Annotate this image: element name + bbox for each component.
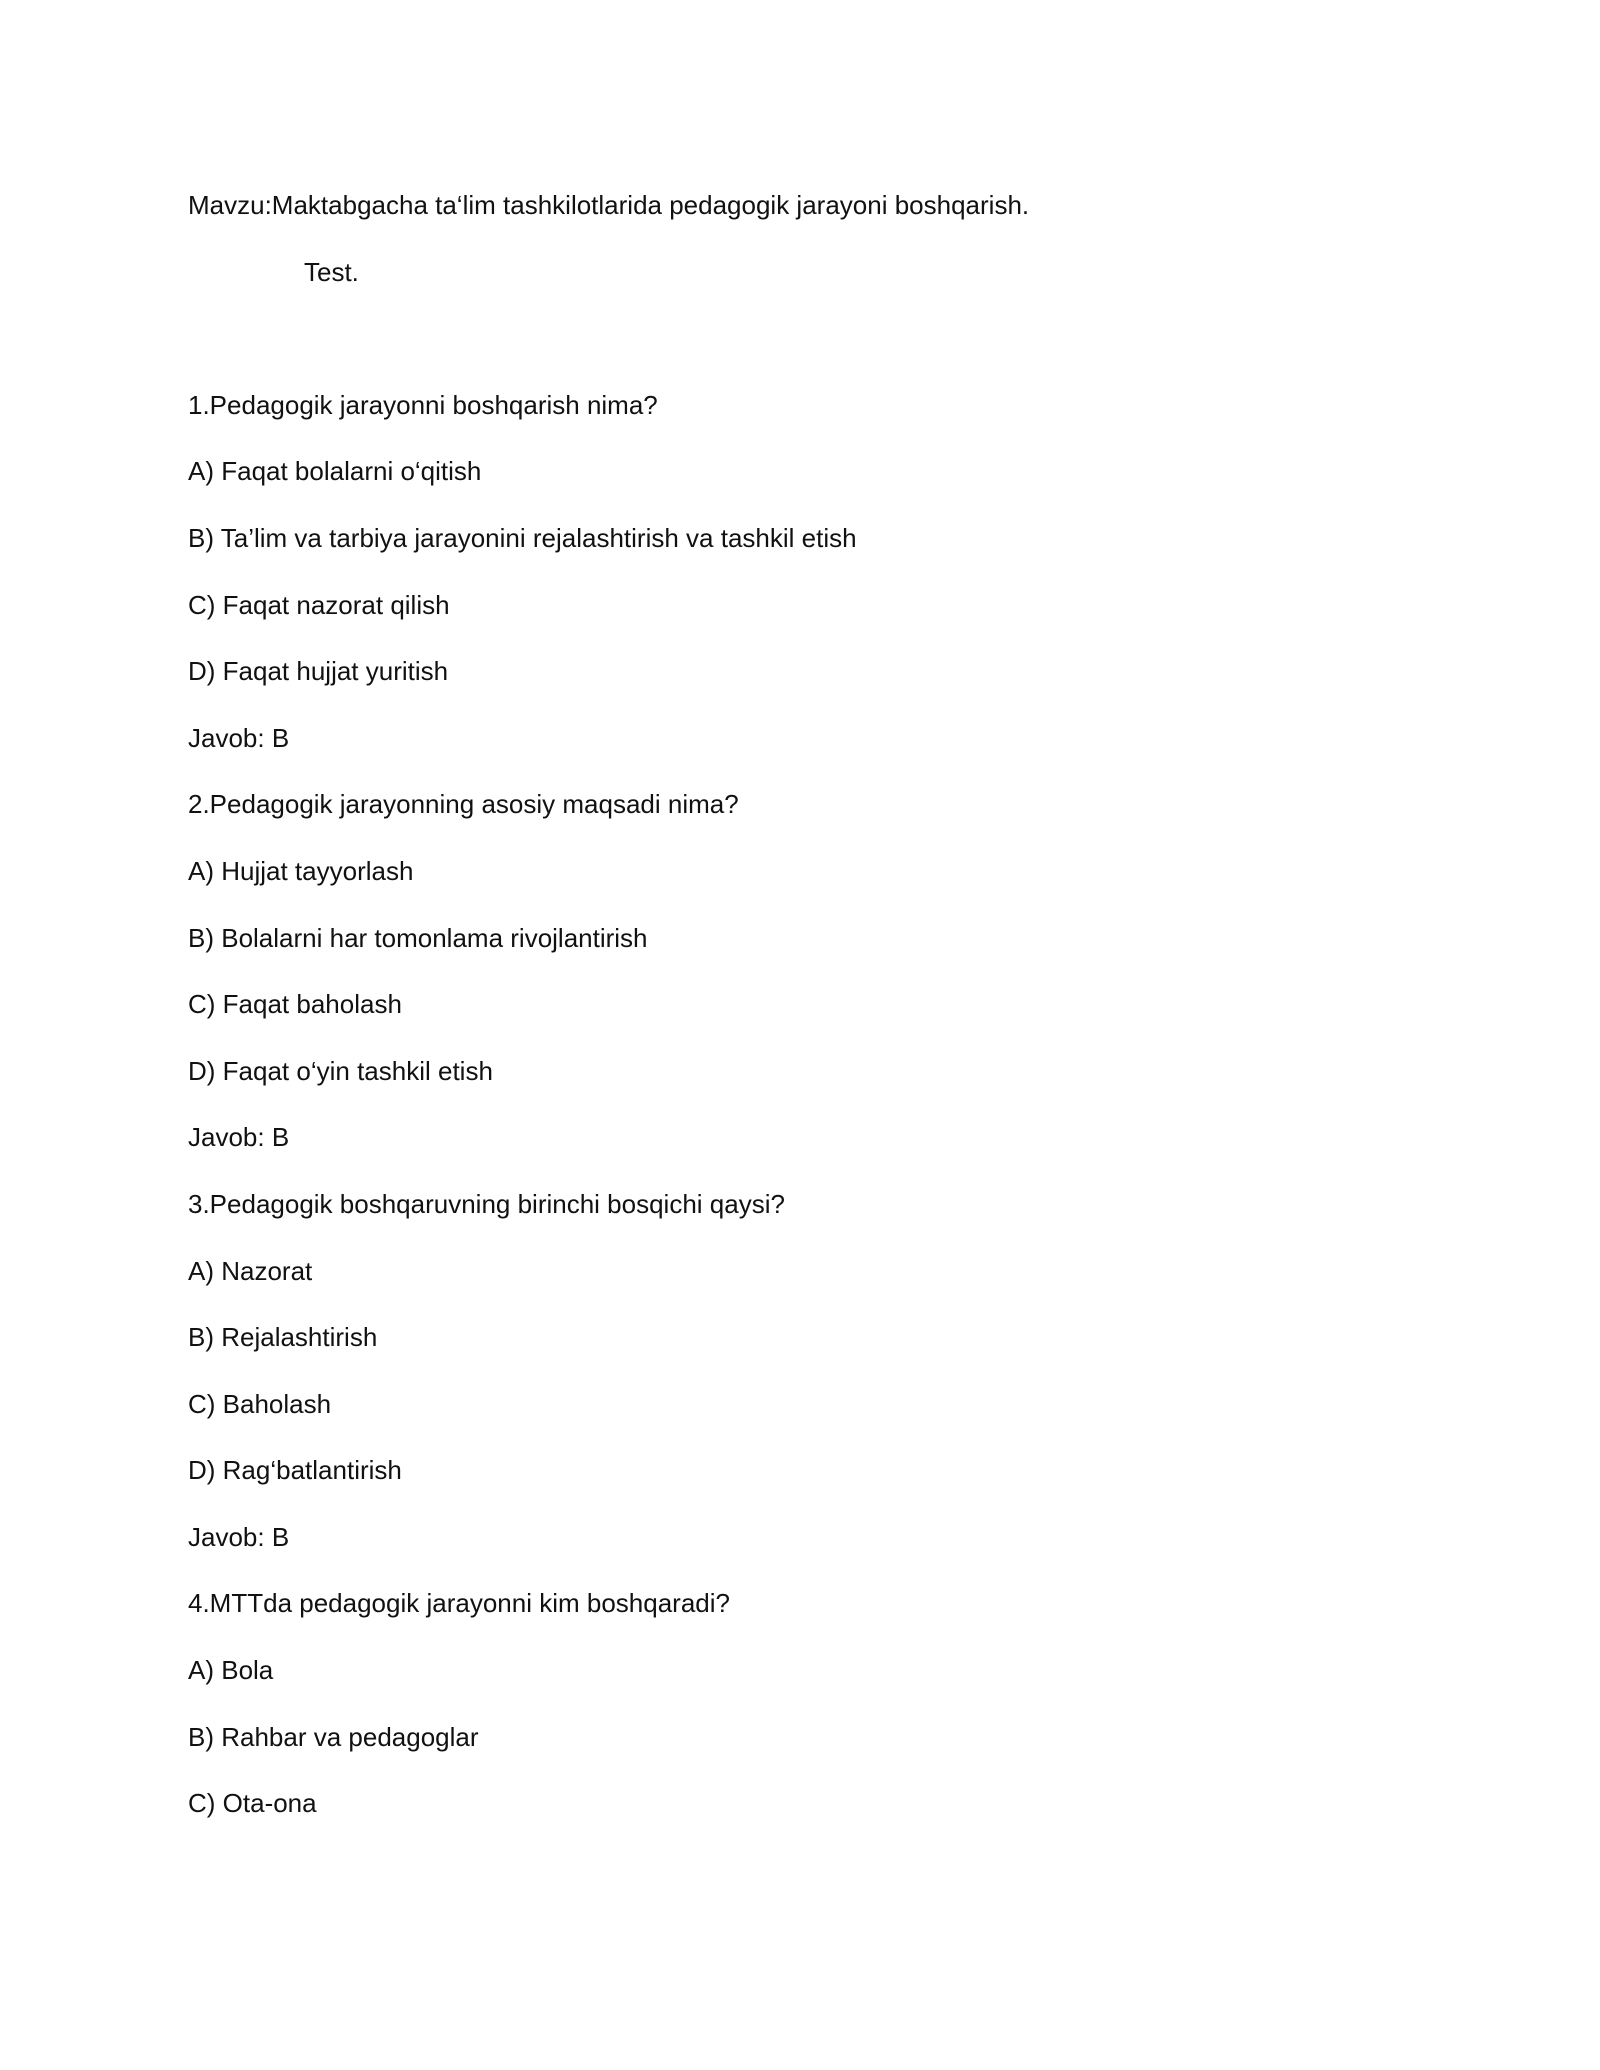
option-c: C) Faqat baholash — [188, 989, 402, 1020]
question-text: 2.Pedagogik jarayonning asosiy maqsadi nima? — [188, 789, 739, 820]
document-body — [188, 183, 1408, 1848]
option-c: C) Faqat nazorat qilish — [188, 589, 450, 620]
option-c: C) Ota-ona — [188, 1788, 317, 1819]
option-a: A) Faqat bolalarni o‘qitish — [188, 456, 482, 487]
test-subtitle: Test. — [304, 256, 359, 287]
option-b: B) Bolalarni har tomonlama rivojlantirish — [188, 922, 648, 953]
option-d: D) Rag‘batlantirish — [188, 1455, 402, 1486]
question-text: 4.MTTda pedagogik jarayonni kim boshqaradi? — [188, 1588, 730, 1619]
option-c: C) Baholash — [188, 1388, 332, 1419]
option-b: B) Rahbar va pedagoglar — [188, 1721, 479, 1752]
blank-line — [188, 316, 1408, 383]
topic-heading: Mavzu:Maktabgacha ta‘lim tashkilotlarida pedagogik jarayoni boshqarish. — [188, 190, 1030, 220]
option-d: D) Faqat hujjat yuritish — [188, 656, 449, 687]
answer-text: Javob: B — [188, 1521, 290, 1552]
question-block-1 — [188, 383, 1408, 783]
option-a: A) Bola — [188, 1655, 274, 1686]
option-d: D) Faqat o‘yin tashkil etish — [188, 1055, 493, 1086]
option-a: A) Nazorat — [188, 1255, 313, 1286]
answer-text: Javob: B — [188, 722, 290, 753]
option-b: B) Rejalashtirish — [188, 1322, 378, 1353]
question-block-2 — [188, 782, 1408, 1182]
question-text: 1.Pedagogik jarayonni boshqarish nima? — [188, 389, 658, 420]
answer-text: Javob: B — [188, 1122, 290, 1153]
question-text: 3.Pedagogik boshqaruvning birinchi bosqichi qaysi? — [188, 1188, 785, 1219]
question-block-4 — [188, 1581, 1408, 1847]
question-block-3 — [188, 1182, 1408, 1582]
option-a: A) Hujjat tayyorlash — [188, 855, 414, 886]
option-b: B) Ta’lim va tarbiya jarayonini rejalashtirish va tashkil etish — [188, 522, 857, 553]
